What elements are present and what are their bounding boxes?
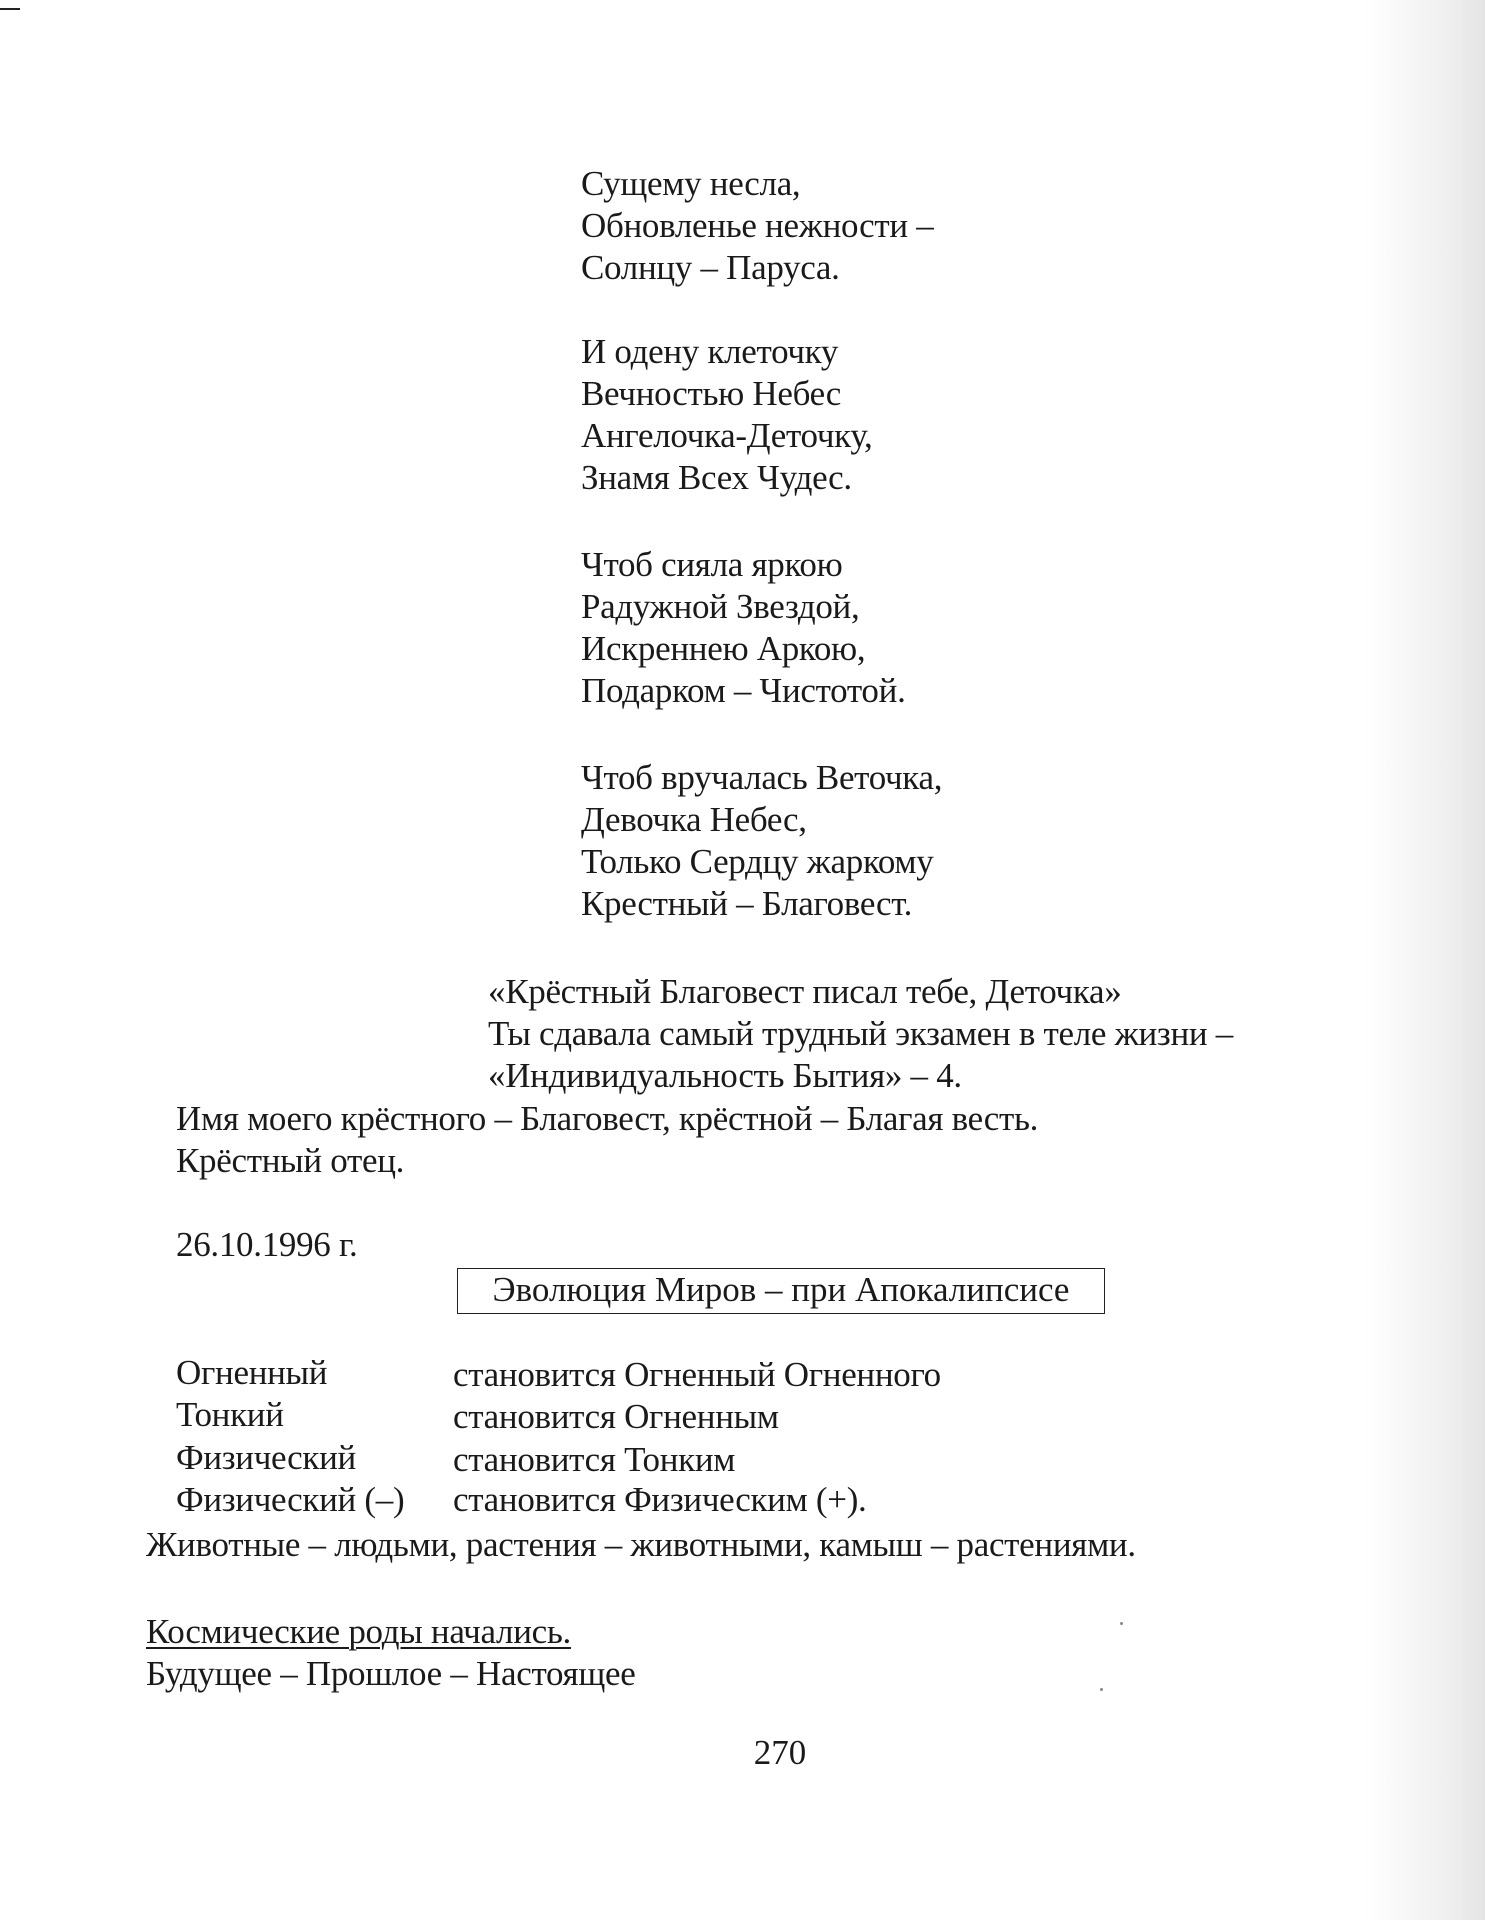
evolution-from: Тонкий [176, 1395, 284, 1434]
evolution-from: Огненный [176, 1353, 328, 1392]
note-line: Крёстный отец. [176, 1141, 405, 1180]
poem-line: Девочка Небес, [581, 800, 807, 839]
poem-line: Только Сердцу жаркому [581, 842, 934, 881]
poem-line: Солнцу – Паруса. [581, 248, 840, 287]
evolution-to: становится Огненным [453, 1397, 779, 1436]
page-edge-shadow [1365, 0, 1485, 1920]
quote-line: «Крёстный Благовест писал тебе, Деточка» [488, 972, 1122, 1011]
poem-line: Искреннею Аркою, [581, 629, 866, 668]
timeline-line: Будущее – Прошлое – Настоящее [146, 1654, 636, 1693]
date-line: 26.10.1996 г. [176, 1225, 358, 1264]
poem-line: Сущему несла, [581, 164, 801, 203]
scan-speck [1120, 1622, 1123, 1625]
poem-line: И одену клеточку [581, 332, 839, 371]
scan-corner-mark [0, 8, 20, 10]
poem-line: Чтоб вручалась Веточка, [581, 758, 943, 797]
section-title-box: Эволюция Миров – при Апокалипсисе [457, 1268, 1105, 1314]
evolution-from: Физический (–) [176, 1480, 405, 1519]
cosmic-heading: Космические роды начались. [146, 1612, 571, 1651]
page-number: 270 [753, 1733, 807, 1772]
quote-line: Ты сдавала самый трудный экзамен в теле жизни – [488, 1014, 1233, 1053]
poem-line: Вечностью Небес [581, 374, 841, 413]
poem-line: Крестный – Благовест. [581, 884, 913, 923]
summary-line: Животные – людьми, растения – животными, камыш – растениями. [146, 1525, 1136, 1564]
evolution-to: становится Огненный Огненного [453, 1355, 941, 1394]
poem-line: Подарком – Чистотой. [581, 671, 906, 710]
poem-line: Знамя Всех Чудес. [581, 458, 852, 497]
poem-line: Чтоб сияла яркою [581, 545, 843, 584]
evolution-to: становится Тонким [453, 1440, 736, 1479]
quote-line: «Индивидуальность Бытия» – 4. [488, 1056, 962, 1095]
poem-line: Радужной Звездой, [581, 587, 860, 626]
evolution-to: становится Физическим (+). [453, 1480, 867, 1519]
scan-speck [1100, 1688, 1103, 1691]
evolution-from: Физический [176, 1438, 356, 1477]
poem-line: Ангелочка-Деточку, [581, 416, 873, 455]
poem-line: Обновленье нежности – [581, 206, 934, 245]
note-line: Имя моего крёстного – Благовест, крёстной – Благая весть. [176, 1099, 1039, 1138]
